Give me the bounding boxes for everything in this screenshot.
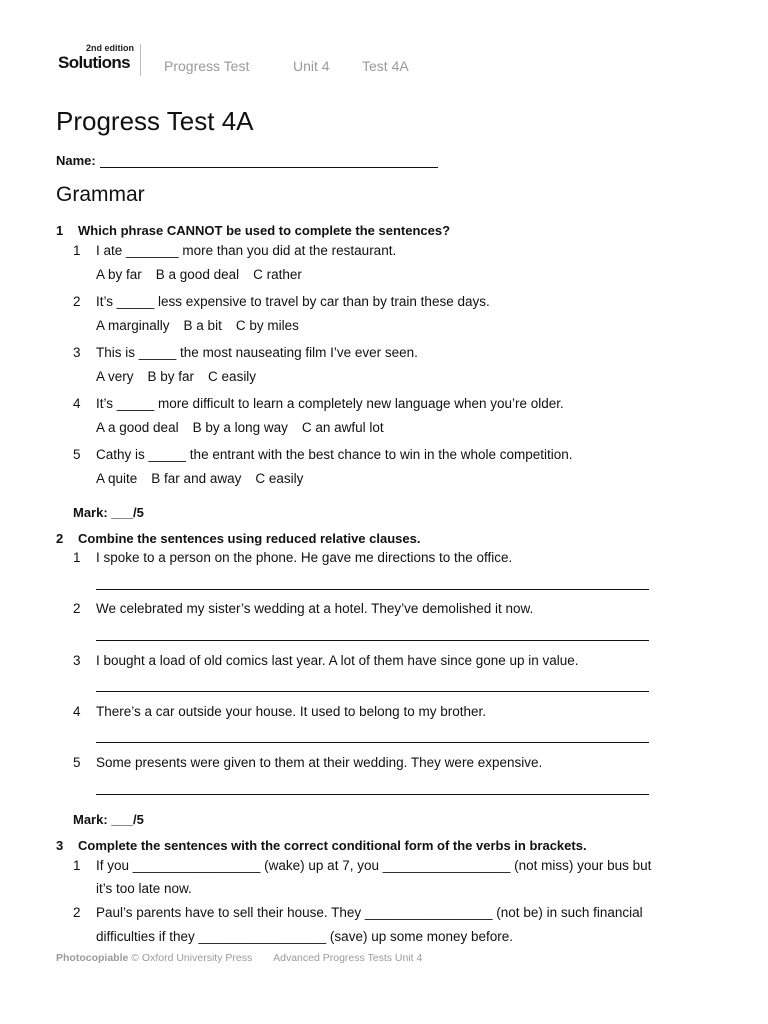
question-number: 1 xyxy=(56,223,64,238)
option-c: C by miles xyxy=(235,318,299,333)
name-blank[interactable] xyxy=(100,153,438,168)
section-heading: Grammar xyxy=(56,183,145,206)
option-b: B by far xyxy=(147,369,195,384)
item-number: 3 xyxy=(73,653,81,668)
item-number: 3 xyxy=(73,345,81,360)
item-number: 4 xyxy=(73,396,81,411)
mark-score: Mark: ___/5 xyxy=(73,505,144,520)
option-c: C rather xyxy=(253,267,302,282)
option-c: C easily xyxy=(208,369,257,384)
logo-name: Solutions xyxy=(58,53,131,72)
option-a: A a good deal xyxy=(96,420,179,435)
page-footer xyxy=(56,952,422,964)
answer-line[interactable] xyxy=(96,793,649,795)
logo-edition: 2nd edition xyxy=(86,43,134,53)
question-number: 3 xyxy=(56,838,64,853)
item-number: 1 xyxy=(73,243,81,258)
option-b: B a bit xyxy=(183,318,222,333)
option-b: B a good deal xyxy=(155,267,240,282)
option-a: A quite xyxy=(96,471,138,486)
item-text: I spoke to a person on the phone. He gave me directions to the office. xyxy=(96,550,513,565)
mark-score: Mark: ___/5 xyxy=(73,812,144,827)
question-text: Combine the sentences using reduced relative clauses. xyxy=(78,531,421,546)
item-text: It’s _____ less expensive to travel by car than by train these days. xyxy=(96,294,490,309)
item-options xyxy=(96,471,317,486)
item-number: 1 xyxy=(73,858,81,873)
item-text: There’s a car outside your house. It used to belong to my brother. xyxy=(96,704,486,719)
header-nav-progress-test: Progress Test xyxy=(164,58,250,74)
header-nav-test: Test 4A xyxy=(362,58,409,74)
answer-line[interactable] xyxy=(96,741,649,743)
question-text: Which phrase CANNOT be used to complete the sentences? xyxy=(78,223,451,238)
item-options xyxy=(96,267,316,282)
item-text: I ate _______ more than you did at the restaurant. xyxy=(96,243,397,258)
item-text: This is _____ the most nauseating film I’ve ever seen. xyxy=(96,345,418,360)
item-number: 2 xyxy=(73,905,81,920)
item-options xyxy=(96,318,313,333)
solutions-logo xyxy=(58,44,141,76)
item-text: We celebrated my sister’s wedding at a hotel. They’ve demolished it now. xyxy=(96,601,534,616)
item-options xyxy=(96,369,270,384)
item-number: 1 xyxy=(73,550,81,565)
option-c: C easily xyxy=(255,471,304,486)
page-title: Progress Test 4A xyxy=(56,106,254,136)
option-a: A by far xyxy=(96,267,142,282)
item-text: Some presents were given to them at their wedding. They were expensive. xyxy=(96,755,543,770)
option-c: C an awful lot xyxy=(301,420,384,435)
item-number: 5 xyxy=(73,447,81,462)
item-number: 2 xyxy=(73,294,81,309)
answer-line[interactable] xyxy=(96,588,649,590)
item-text-continued: it’s too late now. xyxy=(96,881,192,896)
item-options xyxy=(96,420,398,435)
item-text: If you _________________ (wake) up at 7, you _________________ (not miss) your bus but xyxy=(96,858,652,873)
page-header xyxy=(58,44,718,78)
item-text: I bought a load of old comics last year. A lot of them have since gone up in value. xyxy=(96,653,579,668)
option-a: A marginally xyxy=(96,318,170,333)
question-text: Complete the sentences with the correct conditional form of the verbs in brackets. xyxy=(78,838,587,853)
item-text: Paul’s parents have to sell their house. They _________________ (not be) in such financial xyxy=(96,905,643,920)
footer-book: Advanced Progress Tests Unit 4 xyxy=(273,952,423,964)
item-number: 2 xyxy=(73,601,81,616)
option-b: B by a long way xyxy=(192,420,288,435)
item-text: Cathy is _____ the entrant with the best chance to win in the whole competition. xyxy=(96,447,573,462)
item-text: It’s _____ more difficult to learn a completely new language when you’re older. xyxy=(96,396,564,411)
footer-photocopiable: Photocopiable xyxy=(56,952,129,964)
question-number: 2 xyxy=(56,531,64,546)
answer-line[interactable] xyxy=(96,690,649,692)
name-field-row xyxy=(56,153,438,168)
footer-copyright: © Oxford University Press xyxy=(131,952,253,964)
name-label: Name: xyxy=(56,153,96,168)
option-a: A very xyxy=(96,369,134,384)
item-text-continued: difficulties if they _________________ (save) up some money before. xyxy=(96,929,514,944)
header-nav-unit: Unit 4 xyxy=(293,58,330,74)
item-number: 5 xyxy=(73,755,81,770)
item-number: 4 xyxy=(73,704,81,719)
answer-line[interactable] xyxy=(96,639,649,641)
option-b: B far and away xyxy=(151,471,242,486)
